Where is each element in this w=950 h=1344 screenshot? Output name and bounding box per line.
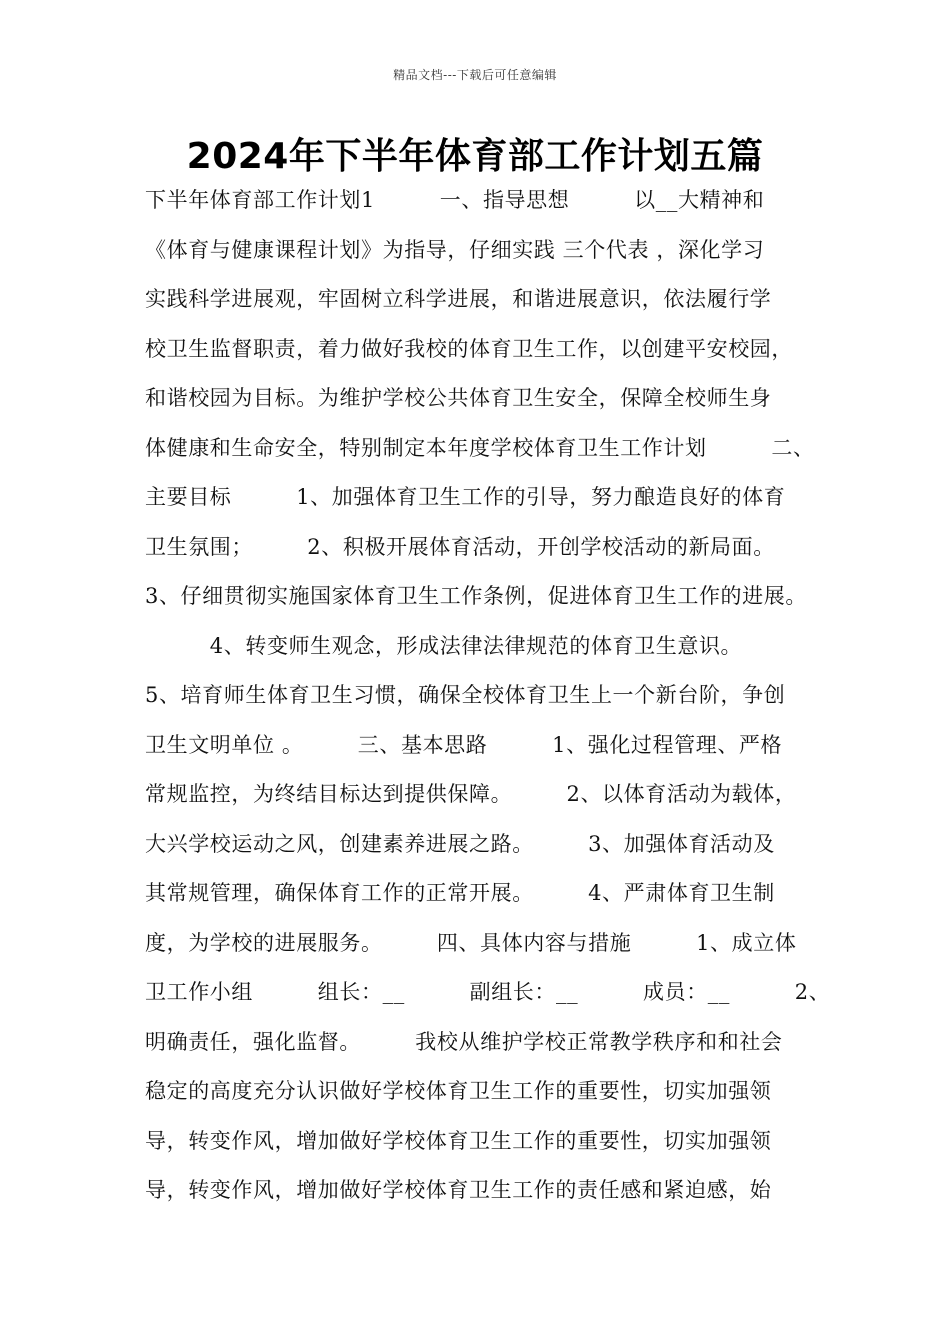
body-line: 大兴学校运动之风，创建素养进展之路。 3、加强体育活动及: [145, 831, 775, 856]
body-line: 其常规管理，确保体育工作的正常开展。 4、严肃体育卫生制: [145, 881, 775, 905]
body-line: 《体育与健康课程计划》为指导，仔细实践 三个代表 ，深化学习: [145, 237, 765, 262]
body-line: 明确责任，强化监督。 我校从维护学校正常教学秩序和和社会: [145, 1029, 783, 1054]
document-title: 2024年下半年体育部工作计划五篇: [186, 136, 764, 177]
body-line: 实践科学进展观，牢固树立科学进展，和谐进展意识，依法履行学: [145, 287, 772, 311]
body-line: 校卫生监督职责，着力做好我校的体育卫生工作，以创建平安校园，: [145, 336, 793, 361]
body-line: 卫生文明单位 。 三、基本思路 1、强化过程管理、严格: [145, 732, 783, 757]
body-line: 体健康和生命安全，特别制定本年度学校体育卫生工作计划 二、: [145, 435, 815, 460]
body-line: 导，转变作风，增加做好学校体育卫生工作的重要性，切实加强领: [145, 1128, 772, 1153]
body-line: 卫生氛围； 2、积极开展体育活动，开创学校活动的新局面。: [145, 534, 775, 559]
body-line: 导，转变作风，增加做好学校体育卫生工作的责任感和紧迫感，始: [145, 1178, 772, 1202]
body-line: 下半年体育部工作计划1 一、指导思想 以__大精神和: [145, 188, 765, 212]
body-line: 3、仔细贯彻实施国家体育卫生工作条例，促进体育卫生工作的进展。: [145, 584, 807, 608]
document-body: [145, 180, 831, 1220]
body-line: 度，为学校的进展服务。 四、具体内容与措施 1、成立体: [145, 930, 797, 955]
body-line: 5、培育师生体育卫生习惯，确保全校体育卫生上一个新台阶，争创: [145, 683, 786, 707]
body-line: 卫工作小组 组长：__ 副组长：__ 成员：__ 2、: [145, 980, 831, 1004]
header-note: 精品文档---下载后可任意编辑: [393, 68, 557, 82]
body-line: 主要目标 1、加强体育卫生工作的引导，努力酿造良好的体育: [145, 485, 786, 509]
body-line: 和谐校园为目标。为维护学校公共体育卫生安全，保障全校师生身: [145, 386, 772, 410]
body-line: 4、转变师生观念，形成法律法律规范的体育卫生意识。: [145, 633, 743, 658]
body-line: 稳定的高度充分认识做好学校体育卫生工作的重要性，切实加强领: [145, 1079, 772, 1103]
body-line: 常规监控，为终结目标达到提供保障。 2、以体育活动为载体，: [145, 782, 797, 806]
